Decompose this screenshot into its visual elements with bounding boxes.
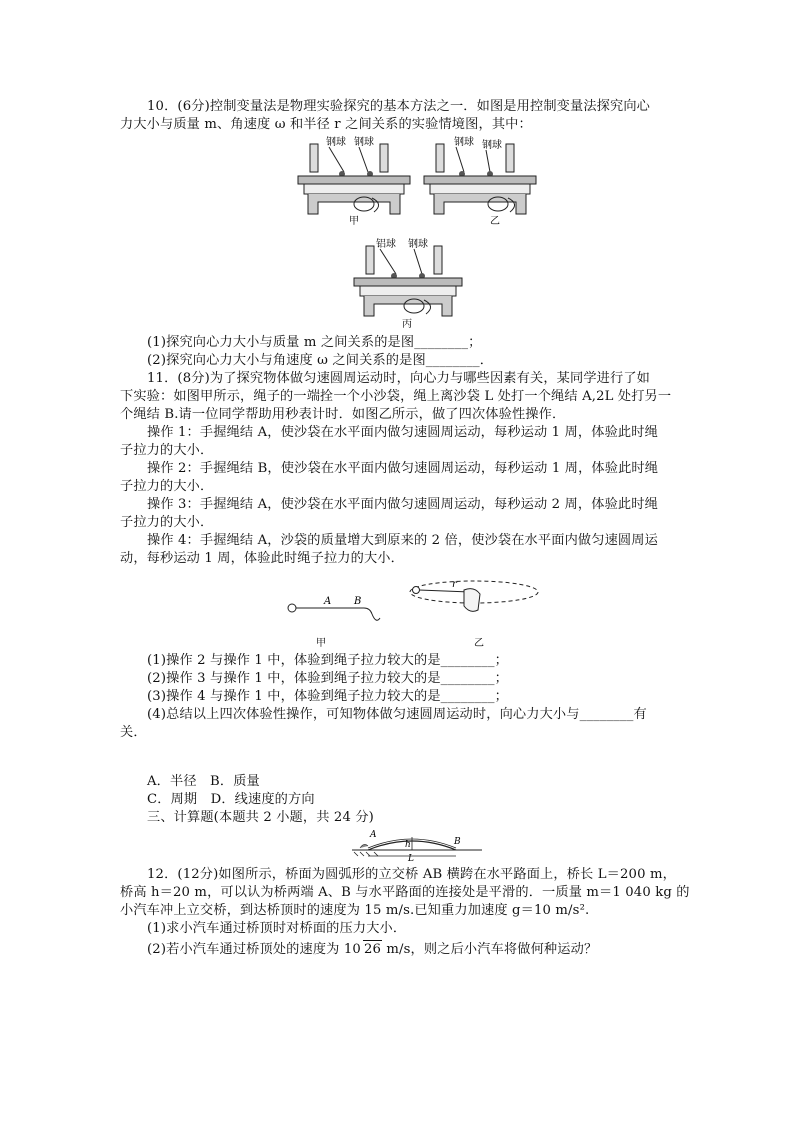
q11-sub-1: (1)操作 2 与操作 1 中，体验到绳子拉力较大的是________； — [147, 653, 508, 668]
label-knot-b: B — [354, 596, 362, 607]
figure-11-yi — [404, 576, 544, 650]
label-bing: 丙 — [402, 319, 412, 330]
label-yi: 乙 — [474, 638, 484, 649]
section-3-title: 三、计算题(本题共 2 小题，共 24 分) — [147, 810, 374, 825]
q11-op2-line-2: 子拉力的大小． — [120, 479, 214, 494]
q10-sub-2: (2)探究向心力大小与角速度 ω 之间关系的是图________． — [147, 353, 494, 368]
q12-sub-2-suffix: m/s，则之后小汽车将做何种运动？ — [382, 942, 598, 957]
label-a: A — [370, 830, 377, 840]
label-jia: 甲 — [349, 216, 359, 226]
q12-line-2: 桥高 h＝20 m，可以认为桥两端 A、B 与水平路面的连接处是平滑的．一质量 m＝1 040 kg 的 — [120, 885, 690, 900]
q11-op4-line-2: 动，每秒运动 1 周，体验此时绳子拉力的大小． — [120, 551, 404, 566]
label-steel-ball: 钢球 — [408, 239, 428, 250]
label-ball-1: 钢球 — [454, 137, 474, 148]
label-yi: 乙 — [490, 216, 500, 226]
q11-sub-4b: 关． — [120, 725, 147, 740]
figure-yi — [420, 134, 540, 226]
q11-op3-line-2: 子拉力的大小． — [120, 515, 214, 530]
figure-jia — [294, 134, 414, 226]
figure-12-bridge — [350, 828, 486, 862]
label-h: h — [405, 840, 411, 850]
label-knot-a: A — [324, 596, 332, 607]
label-al-ball: 铝球 — [376, 239, 396, 250]
label-jia: 甲 — [316, 638, 326, 649]
q11-op4-line-1: 操作 4：手握绳结 A，沙袋的质量增大到原来的 2 倍，使沙袋在水平面内做匀速圆周运 — [147, 533, 658, 548]
q11-op2-line-1: 操作 2：手握绳结 B，使沙袋在水平面内做匀速圆周运动，每秒运动 1 周，体验此时绳 — [147, 461, 659, 476]
label-ball-1: 钢球 — [326, 137, 346, 148]
sqrt-radicand: 26 — [363, 942, 382, 957]
q11-op1-line-1: 操作 1：手握绳结 A，使沙袋在水平面内做匀速圆周运动，每秒运动 1 周，体验此时绳 — [147, 425, 658, 440]
q11-option-cd: C．周期 D．线速度的方向 — [147, 792, 315, 807]
q10-sub-1: (1)探究向心力大小与质量 m 之间关系的是图________； — [147, 335, 482, 350]
label-b: B — [454, 837, 461, 847]
q11-line-1: 11．(8分)为了探究物体做匀速圆周运动时，向心力与哪些因素有关，某同学进行了如 — [147, 371, 651, 386]
q10-line-2: 力大小与质量 m、角速度 ω 和半径 r 之间关系的实验情境图，其中： — [120, 117, 532, 132]
q11-sub-4a: (4)总结以上四次体验性操作，可知物体做匀速圆周运动时，向心力大小与________有 — [147, 707, 647, 722]
q11-line-3: 个绳结 B.请一位同学帮助用秒表计时．如图乙所示，做了四次体验性操作． — [120, 407, 566, 422]
q11-option-ab: A．半径 B．质量 — [147, 774, 260, 789]
q11-sub-3: (3)操作 4 与操作 1 中，体验到绳子拉力较大的是________； — [147, 689, 508, 704]
label-l: L — [408, 854, 414, 862]
label-r: r — [452, 579, 457, 590]
q12-line-1: 12．(12分)如图所示，桥面为圆弧形的立交桥 AB 横跨在水平路面上，桥长 L＝200 m， — [147, 867, 676, 882]
q12-line-3: 小汽车冲上立交桥，到达桥顶时的速度为 15 m/s.已知重力加速度 g＝10 m/s². — [120, 903, 590, 918]
q11-op1-line-2: 子拉力的大小． — [120, 443, 214, 458]
q12-sub-2 — [147, 940, 703, 959]
q11-line-2: 下实验：如图甲所示，绳子的一端拴一个小沙袋，绳上离沙袋 L 处打一个绳结 A,2L 处打另一 — [120, 389, 672, 404]
label-ball-2: 钢球 — [354, 137, 374, 148]
q11-sub-2: (2)操作 3 与操作 1 中，体验到绳子拉力较大的是________； — [147, 671, 508, 686]
q12-sub-1: (1)求小汽车通过桥顶时对桥面的压力大小． — [147, 921, 407, 936]
q12-sub-2-prefix: (2)若小汽车通过桥顶处的速度为 10 — [147, 942, 361, 957]
q10-line-1: 10．(6分)控制变量法是物理实验探究的基本方法之一．如图是用控制变量法探究向心 — [147, 99, 651, 114]
figure-11-jia — [284, 594, 394, 650]
q11-op3-line-1: 操作 3：手握绳结 A，使沙袋在水平面内做匀速圆周运动，每秒运动 2 周，体验此时绳 — [147, 497, 658, 512]
figure-bing — [350, 236, 466, 330]
label-ball-2: 钢球 — [482, 140, 502, 151]
